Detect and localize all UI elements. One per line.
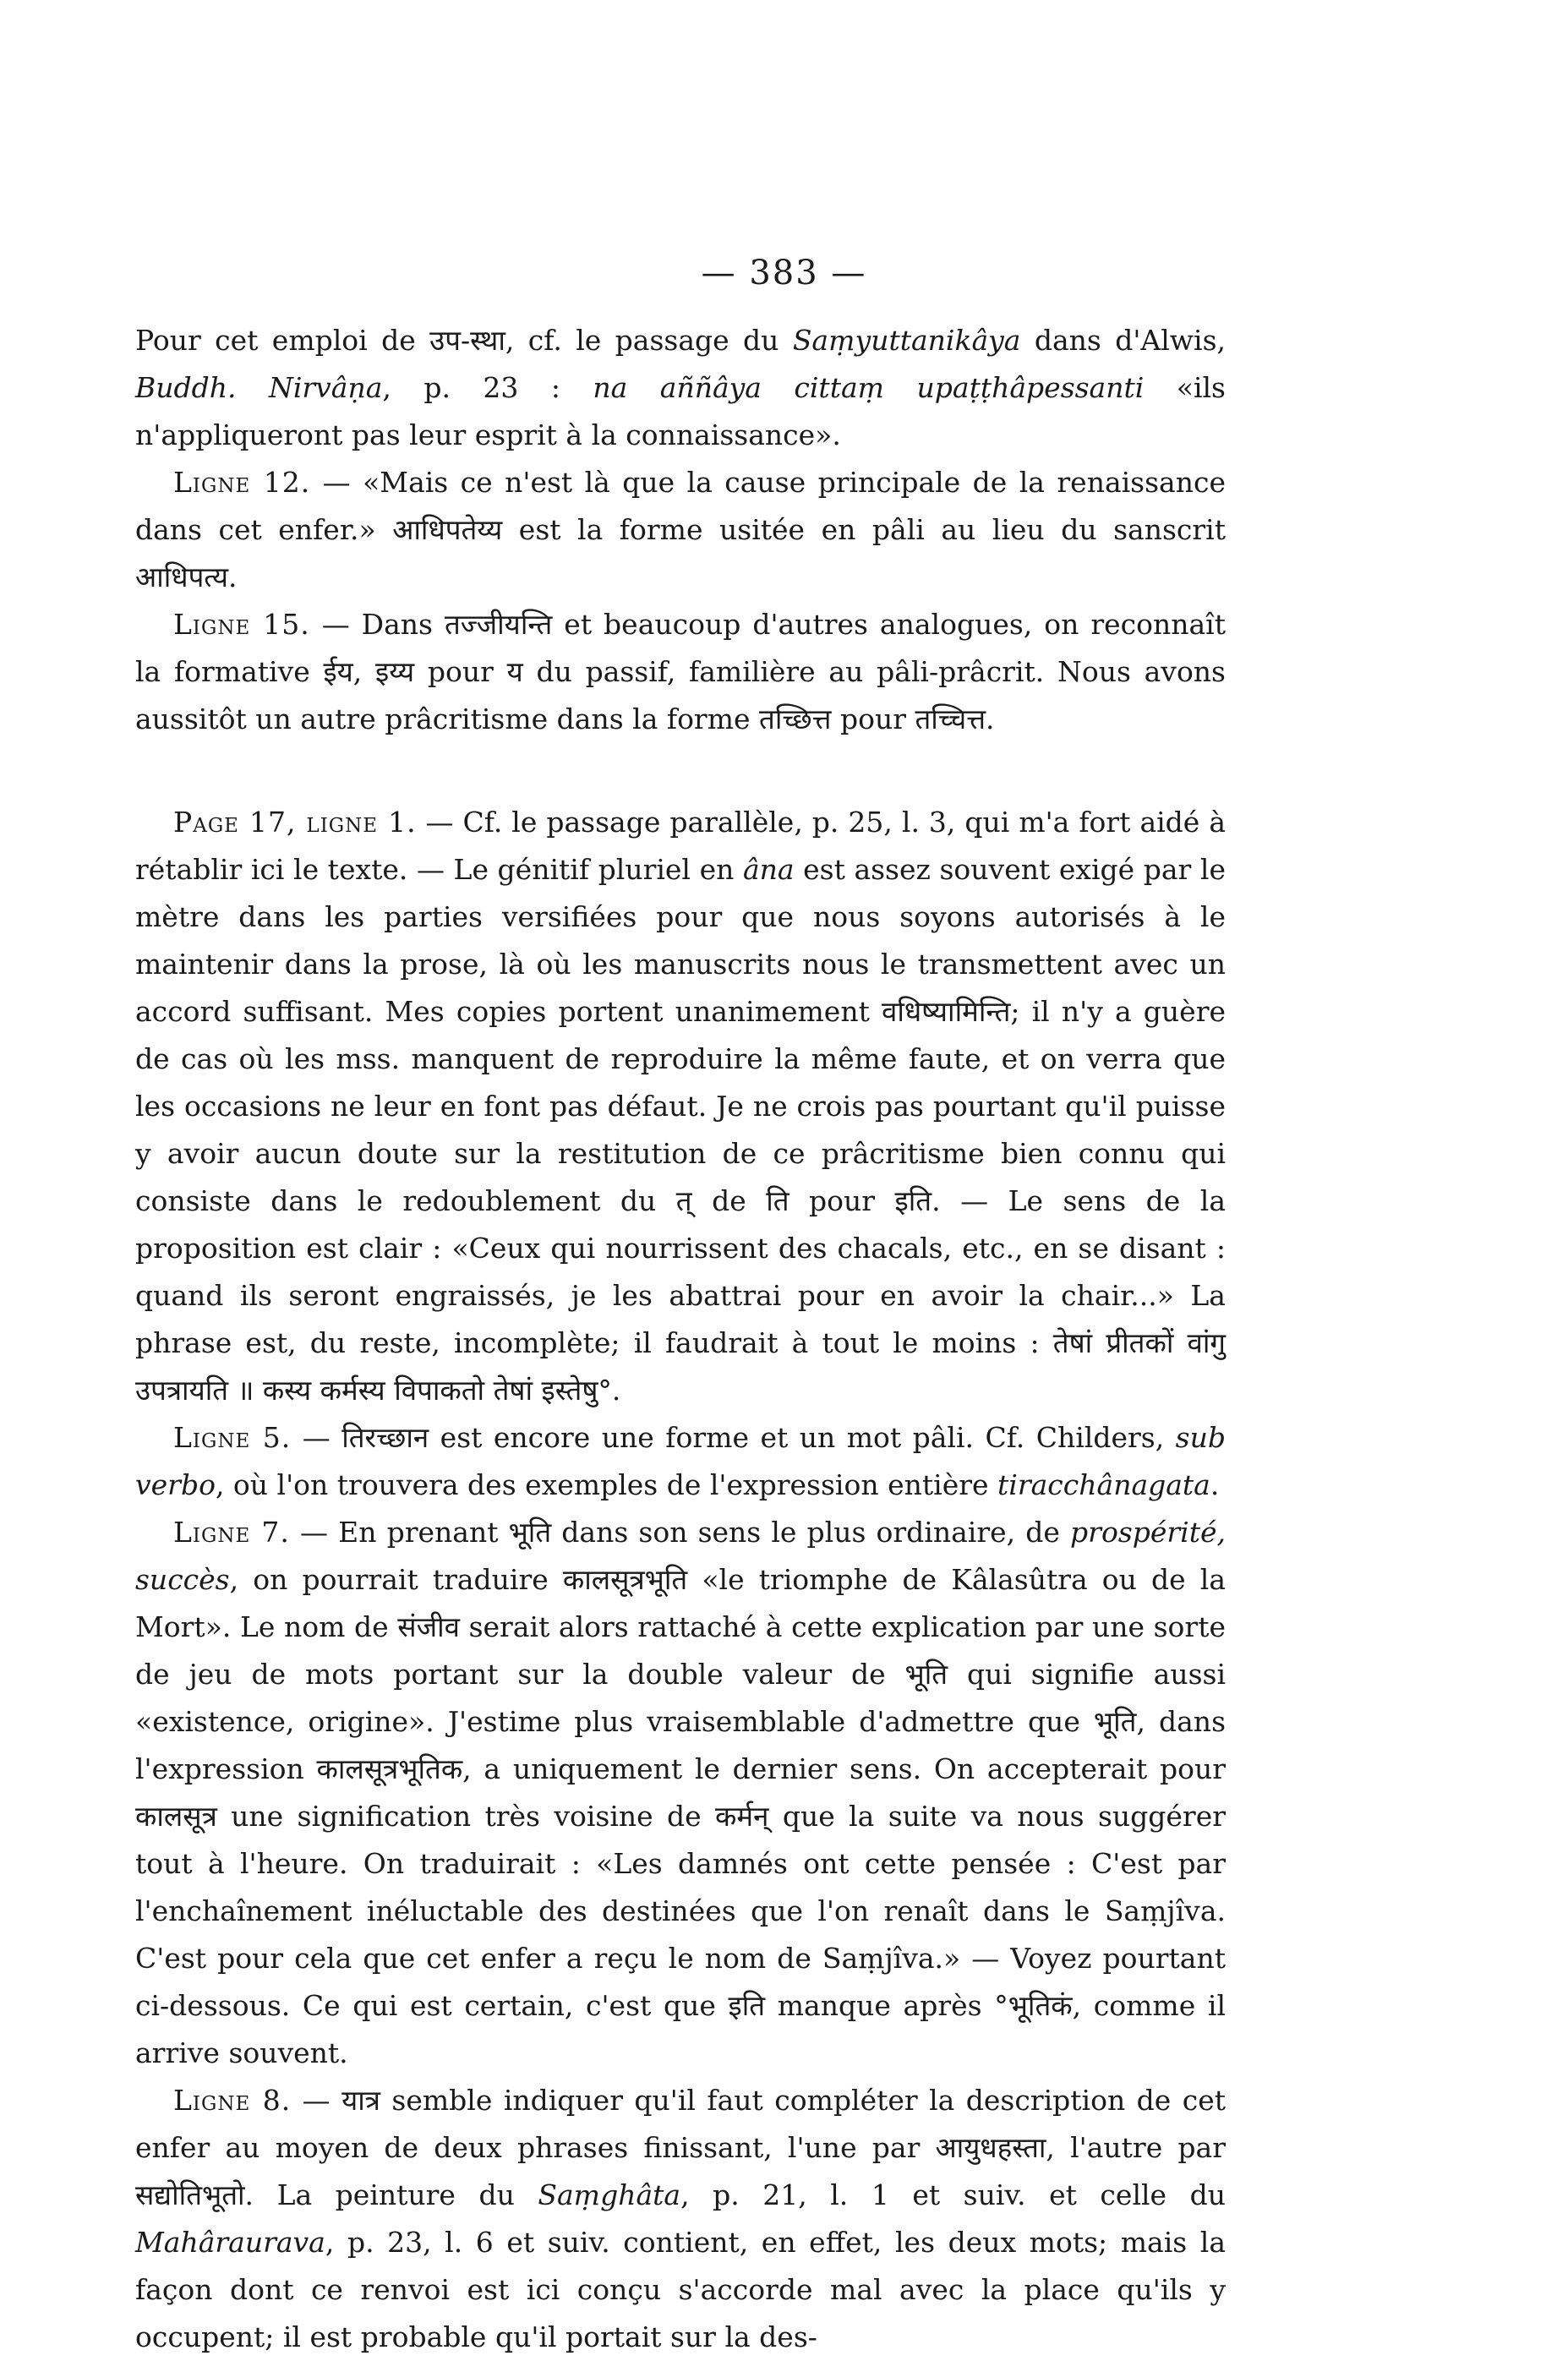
italic-term: tiracchânagata (997, 1468, 1210, 1501)
text-segment: Pour cet emploi de उप-स्था, cf. le passage du (135, 324, 793, 357)
line-label: Ligne 8. (173, 2084, 292, 2117)
text-segment: , p. 21, l. 1 et suiv. et celle du (680, 2178, 1226, 2211)
paragraph-ligne-7 (135, 1509, 1226, 2077)
text-segment: dans d'Alwis, (1020, 324, 1226, 357)
text-segment: — Dans तज्जीयन्ति et beaucoup d'autres analogues, on reconnaît la formative ईय, इय्य pour य du passif, familière au pâli-prâcrit. Nous avons aussitôt un autre prâcritisme dans la forme तच्छित्त pour तच्चित्त. (135, 608, 1226, 735)
text-segment: — यात्र semble indiquer qu'il faut compléter la description de cet enfer au moyen de deux phrases finissant, l'une par आयुधहस्ता, l'autre par सद्योतिभूतो. La peinture du (135, 2084, 1227, 2211)
paragraph-ligne-8 (135, 2077, 1226, 2361)
text-segment: «ils n'appliqueront pas leur esprit à la connaissance». (135, 371, 1226, 451)
line-label: Ligne 12. (173, 466, 311, 499)
italic-quote: na aññâya cittaṃ upaṭṭhâpessanti (593, 371, 1145, 404)
text-segment: , p. 23, l. 6 et suiv. contient, en effet, les deux mots; mais la façon dont ce renvoi est ici conçu s'accorde mal avec la place qu'ils y occupent; il est probable qu'il portait sur la des- (135, 2226, 1226, 2353)
paragraph-page-17-ligne-1 (135, 799, 1226, 1414)
text-segment: . (1210, 1468, 1220, 1501)
paragraph-ligne-5 (135, 1414, 1226, 1509)
italic-term: prospérité, succès (135, 1516, 1227, 1596)
page-number: — 383 — (701, 254, 867, 292)
line-label: Ligne 5. (173, 1421, 292, 1454)
text-segment: — «Mais ce n'est là que la cause principale de la renaissance dans cet enfer.» आधिपतेय्य est la forme usitée en pâli au lieu du sanscrit आधिपत्य. (135, 466, 1226, 593)
italic-title: Buddh. Nirvâṇa (135, 371, 383, 404)
line-label: Ligne 15. (173, 608, 310, 641)
italic-title: Mahâraurava (135, 2226, 325, 2259)
italic-title: Saṃyuttanikâya (792, 324, 1021, 357)
text-segment: , on pourrait traduire कालसूत्रभूति «le triomphe de Kâlasûtra ou de la Mort». Le nom de संजीव serait alors rattaché à cette explication par une sorte de jeu de mots portant sur la double valeur de भूति qui signifie aussi «existence, origine». J'estime plus vraisemblable d'admettre que भूति, dans l'expression कालसूत्रभूतिक, a uniquement le dernier sens. On accepterait pour कालसूत्र une signification très voisine de कर्मन् que la suite va nous suggérer tout à l'heure. On traduirait : «Les damnés ont cette pensée : C'est par l'enchaînement inéluctable des destinées que l'on renaît dans le Saṃjîva. C'est pour cela que cet enfer a reçu le nom de Saṃjîva.» — Voyez pourtant ci-dessous. Ce qui est certain, c'est que इति manque après °भूतिकं, comme il arrive souvent. (135, 1563, 1226, 2069)
italic-title: Saṃghâta (538, 2178, 681, 2211)
paragraph-intro (135, 317, 1226, 459)
text-segment: , où l'on trouvera des exemples de l'expression entière (215, 1468, 998, 1501)
italic-term: âna (742, 853, 795, 886)
paragraph-ligne-15 (135, 601, 1226, 743)
text-segment: est assez souvent exigé par le mètre dans les parties versifiées pour que nous soyons autorisés à le maintenir dans la prose, là où les manuscrits nous le transmettent avec un accord suffisant. Mes copies portent unanimement वधिष्यामिन्ति; il n'y a guère de cas où les mss. manquent de reproduire la même faute, et on verra que les occasions ne leur en font pas défaut. Je ne crois pas pourtant qu'il puisse y avoir aucun doute sur la restitution de ce prâcritisme bien connu qui consiste dans le redoublement du त् de ति pour इति. — Le sens de la proposition est clair : «Ceux qui nourrissent des chacals, etc., en se disant : quand ils seront engraissés, je les abattrai pour en avoir la chair...» La phrase est, du reste, incomplète; il faudrait à tout le moins : तेषां प्रीतकों वांगु उपत्रायति ॥ कस्य कर्मस्य विपाकतो तेषां इस्तेषु°. (135, 853, 1226, 1407)
italic-term: sub verbo (135, 1421, 1226, 1501)
text-segment: — तिरच्छान est encore une forme et un mot pâli. Cf. Childers, (291, 1421, 1176, 1454)
paragraph-ligne-12 (135, 459, 1226, 601)
text-segment: — Cf. le passage parallèle, p. 25, l. 3, qui m'a fort aidé à rétablir ici le texte. — Le génitif pluriel en (135, 806, 1226, 886)
line-label: Ligne 7. (173, 1516, 290, 1549)
body-text (135, 317, 1226, 2361)
text-segment: — En prenant भूति dans son sens le plus ordinaire, de (289, 1516, 1071, 1549)
page-line-label: Page 17, ligne 1. (173, 806, 417, 839)
text-segment: , p. 23 : (382, 371, 593, 404)
